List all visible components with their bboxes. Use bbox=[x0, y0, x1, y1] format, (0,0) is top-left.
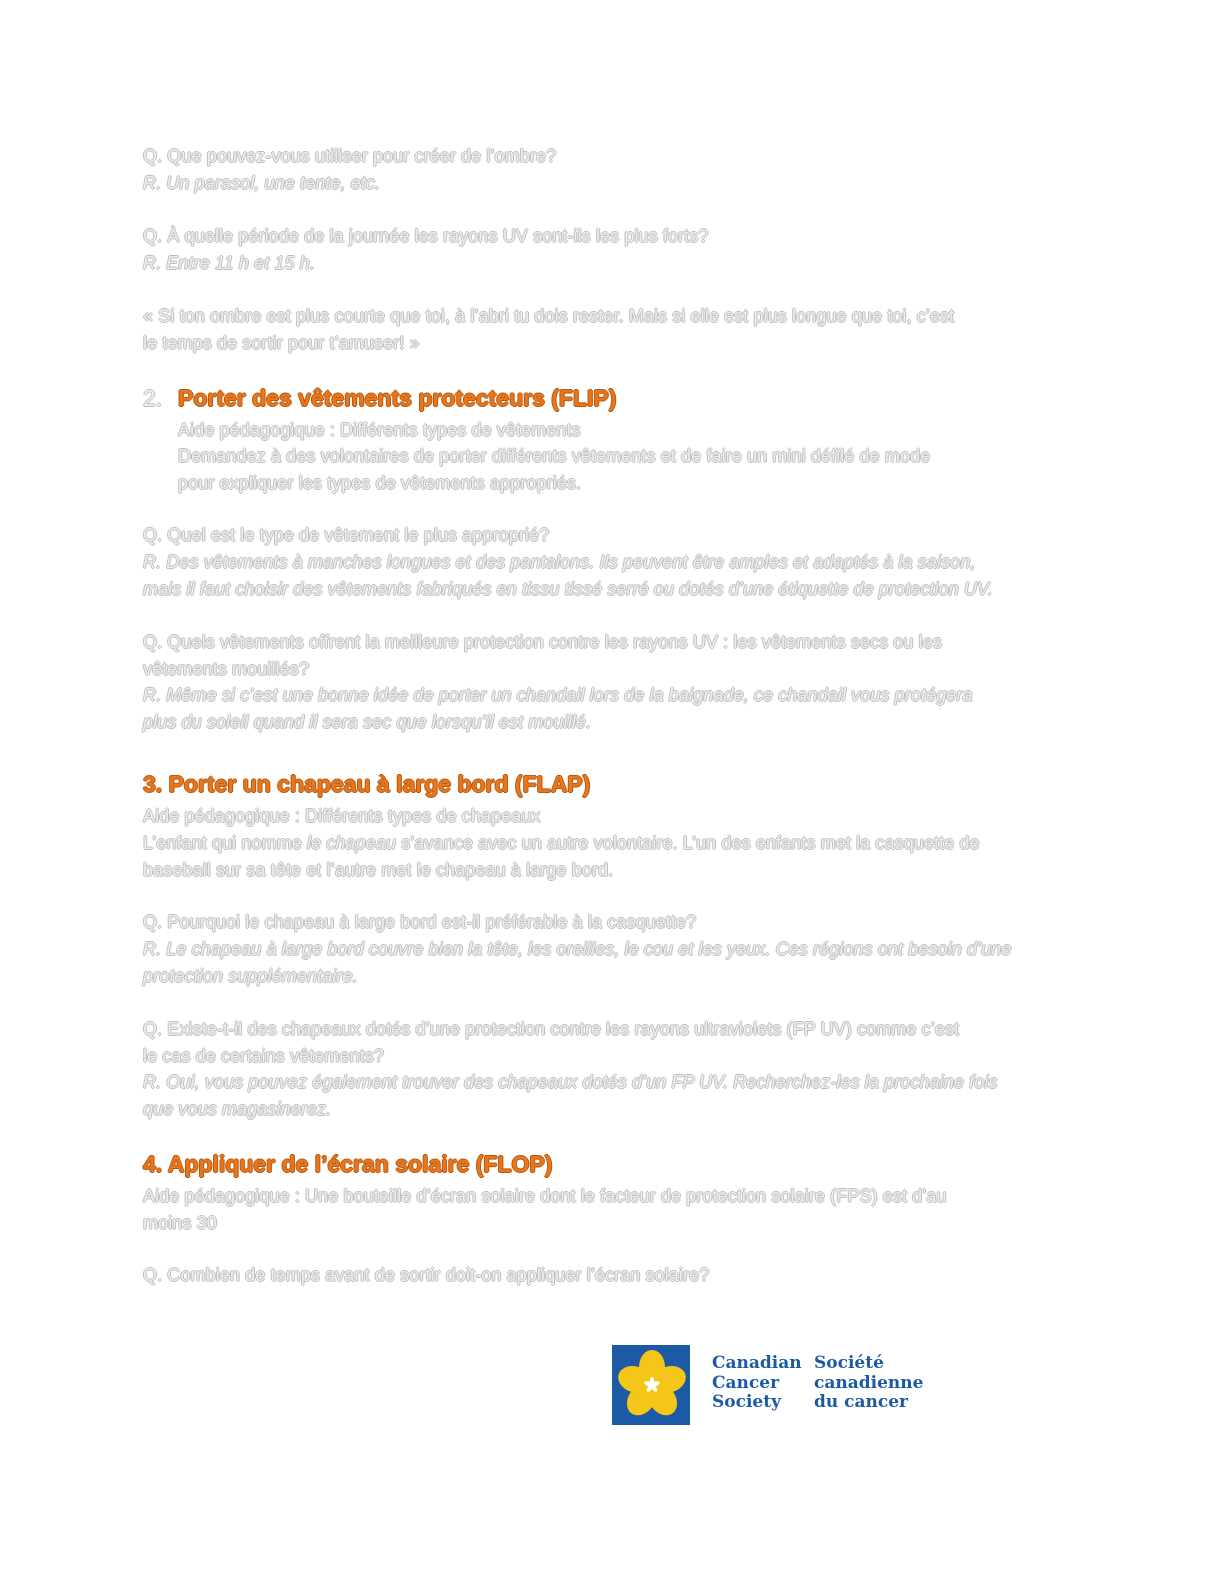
section3-instruction-emphasis: le chapeau bbox=[307, 833, 397, 853]
shadow-rhyme-line1: « Si ton ombre est plus courte que toi, à l’abri tu dois rester. Mais si elle est plus longue que toi, c’est bbox=[143, 306, 955, 326]
section3-instruction-text-b: s’avance avec un autre volontaire. L’un des enfants met la casquette de bbox=[396, 833, 980, 853]
section2-question2-line1: Q. Quels vêtements offrent la meilleure protection contre les rayons UV : les vêtements secs ou les bbox=[143, 632, 942, 652]
section2-instruction-line2: pour expliquer les types de vêtements appropriés. bbox=[178, 473, 582, 493]
section3-question2-line2: le cas de certains vêtements? bbox=[143, 1046, 385, 1066]
logo-fr-line: Société bbox=[814, 1353, 884, 1373]
section2-answer1-line2: mais il faut choisir des vêtements fabriqués en tissu tissé serré ou dotés d’une étiquette de protection UV. bbox=[143, 579, 993, 599]
section4-question1: Q. Combien de temps avant de sortir doit-on appliquer l’écran solaire? bbox=[143, 1265, 710, 1285]
section3-instruction-line1 bbox=[143, 830, 1083, 857]
section3-answer2-line2: que vous magasinerez. bbox=[143, 1099, 332, 1119]
logo-en-line: Canadian bbox=[712, 1353, 802, 1373]
section2-answer1-line1: R. Des vêtements à manches longues et des pantalons. Ils peuvent être amples et adaptés à la saison, bbox=[143, 552, 976, 572]
answer-shade: R. Un parasol, une tente, etc. bbox=[143, 173, 381, 193]
section3-answer1-line1: R. Le chapeau à large bord couvre bien la tête, les oreilles, le cou et les yeux. Ces régions ont besoin d’une bbox=[143, 939, 1012, 959]
canadian-cancer-society-logo bbox=[612, 1345, 932, 1427]
section3-answer1-line2: protection supplémentaire. bbox=[143, 966, 358, 986]
section3-teaching-aid: Aide pédagogique : Différents types de chapeaux bbox=[143, 806, 541, 826]
logo-en-line: Society bbox=[712, 1392, 781, 1412]
section2-answer2-line1: R. Même si c’est une bonne idée de porter un chandail lors de la baignade, ce chandail vous protégera bbox=[143, 685, 973, 705]
question-uv-time: Q. À quelle période de la journée les rayons UV sont-ils les plus forts? bbox=[143, 226, 709, 246]
section4-teaching-aid-line1: Aide pédagogique : Une bouteille d’écran solaire dont le facteur de protection solaire (FPS) est d’au bbox=[143, 1186, 947, 1206]
section2-teaching-aid: Aide pédagogique : Différents types de vêtements bbox=[178, 420, 581, 440]
daffodil-icon bbox=[612, 1345, 690, 1425]
section3-answer2-line1: R. Oui, vous pouvez également trouver des chapeaux dotés d’un FP UV. Recherchez-les la prochaine fois bbox=[143, 1072, 998, 1092]
section3-heading: 3. Porter un chapeau à large bord (FLAP) bbox=[143, 771, 591, 797]
logo-french-name bbox=[814, 1354, 923, 1413]
question-shade: Q. Que pouvez-vous utiliser pour créer de l’ombre? bbox=[143, 146, 557, 166]
section2-answer2-line2: plus du soleil quand il sera sec que lorsqu’il est mouillé. bbox=[143, 712, 592, 732]
section2-number: 2. bbox=[143, 385, 163, 411]
section2-title: Porter des vêtements protecteurs (FLIP) bbox=[178, 385, 617, 411]
section2-question2-line2: vêtements mouillés? bbox=[143, 659, 309, 679]
logo-fr-line: canadienne bbox=[814, 1372, 924, 1393]
shadow-rhyme-line2: le temps de sortir pour t’amuser! » bbox=[143, 333, 420, 353]
section3-question1: Q. Pourquoi le chapeau à large bord est-il préférable à la casquette? bbox=[143, 912, 697, 932]
section4-teaching-aid-line2: moins 30 bbox=[143, 1213, 217, 1233]
section3-question2-line1: Q. Existe-t-il des chapeaux dotés d’une protection contre les rayons ultraviolets (FP UV) comme c’est bbox=[143, 1019, 960, 1039]
section3-instruction-line2: baseball sur sa tête et l’autre met le chapeau à large bord. bbox=[143, 860, 614, 880]
logo-en-line: Cancer bbox=[712, 1372, 780, 1393]
answer-uv-time: R. Entre 11 h et 15 h. bbox=[143, 253, 315, 273]
section3-instruction-text-a: L’enfant qui nomme bbox=[143, 833, 308, 853]
section2-heading bbox=[143, 385, 616, 412]
section2-instruction-line1: Demandez à des volontaires de porter différents vêtements et de faire un mini défilé de mode bbox=[178, 446, 931, 466]
section2-question1: Q. Quel est le type de vêtement le plus approprié? bbox=[143, 525, 550, 545]
logo-english-name bbox=[712, 1354, 802, 1413]
section4-heading: 4. Appliquer de l’écran solaire (FLOP) bbox=[143, 1151, 553, 1177]
logo-fr-line: du cancer bbox=[814, 1392, 909, 1412]
